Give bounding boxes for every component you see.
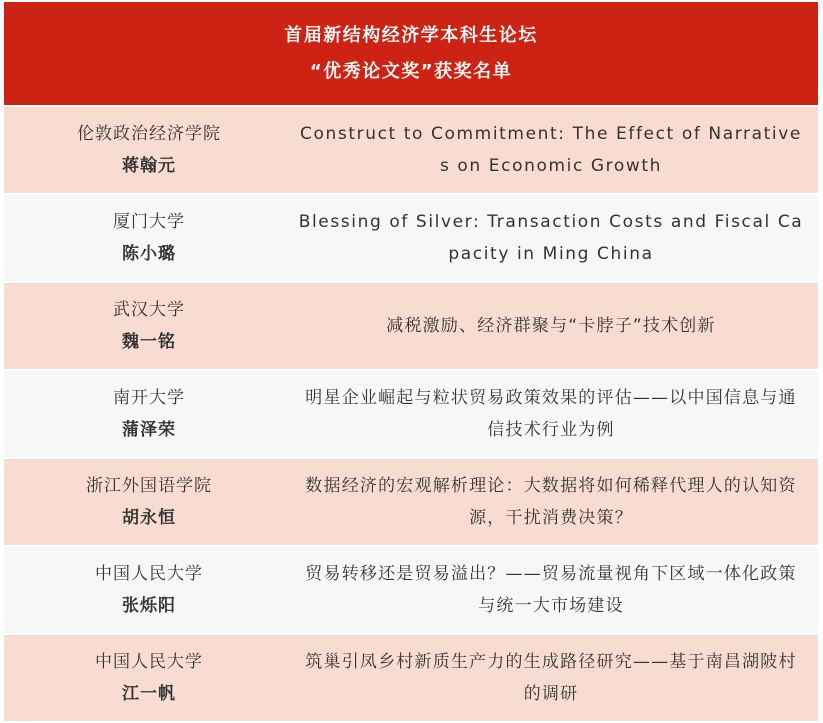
paper-cell xyxy=(294,195,818,281)
table-row xyxy=(4,547,818,635)
award-list-title: “优秀论文奖”获奖名单 xyxy=(309,60,513,82)
paper-cell xyxy=(294,635,818,721)
paper-cell xyxy=(294,283,818,369)
author-name: 胡永恒 xyxy=(122,508,176,528)
paper-title: Construct to Commitment: The Effect of Narratives on Economic Growth xyxy=(300,124,802,176)
author-cell xyxy=(4,459,294,545)
school-name: 中国人民大学 xyxy=(95,564,203,584)
paper-cell xyxy=(294,547,818,633)
school-name: 厦门大学 xyxy=(113,212,185,232)
author-name: 陈小璐 xyxy=(122,244,176,264)
author-cell xyxy=(4,283,294,369)
author-name: 蒲泽荣 xyxy=(122,420,176,440)
table-row xyxy=(4,371,818,459)
table-row xyxy=(4,195,818,283)
author-name: 张烁阳 xyxy=(122,596,176,616)
table-row xyxy=(4,107,818,195)
paper-title: Blessing of Silver: Transaction Costs and Fiscal Capacity in Ming China xyxy=(298,212,804,264)
paper-title: 贸易转移还是贸易溢出？——贸易流量视角下区域一体化政策与统一大市场建设 xyxy=(305,564,797,616)
forum-title: 首届新结构经济学本科生论坛 xyxy=(284,24,538,46)
author-cell xyxy=(4,371,294,457)
paper-cell xyxy=(294,459,818,545)
table-row xyxy=(4,283,818,371)
school-name: 浙江外国语学院 xyxy=(86,476,212,496)
table-header xyxy=(4,2,818,107)
author-cell xyxy=(4,107,294,193)
school-name: 伦敦政治经济学院 xyxy=(77,124,221,144)
author-name: 蒋翰元 xyxy=(122,156,176,176)
paper-title: 筑巢引凤乡村新质生产力的生成路径研究——基于南昌湖陂村的调研 xyxy=(305,652,797,704)
author-cell xyxy=(4,195,294,281)
paper-cell xyxy=(294,371,818,457)
table-row xyxy=(4,459,818,547)
school-name: 南开大学 xyxy=(113,388,185,408)
school-name: 武汉大学 xyxy=(113,300,185,320)
paper-title: 数据经济的宏观解析理论：大数据将如何稀释代理人的认知资源，干扰消费决策？ xyxy=(305,476,797,528)
school-name: 中国人民大学 xyxy=(95,652,203,672)
paper-title: 减税激励、经济群聚与“卡脖子”技术创新 xyxy=(386,316,716,336)
author-cell xyxy=(4,635,294,721)
paper-cell xyxy=(294,107,818,193)
author-name: 江一帆 xyxy=(122,684,176,704)
table-row xyxy=(4,635,818,723)
paper-title: 明星企业崛起与粒状贸易政策效果的评估——以中国信息与通信技术行业为例 xyxy=(305,388,797,440)
author-cell xyxy=(4,547,294,633)
author-name: 魏一铭 xyxy=(122,332,176,352)
award-table xyxy=(4,2,818,723)
